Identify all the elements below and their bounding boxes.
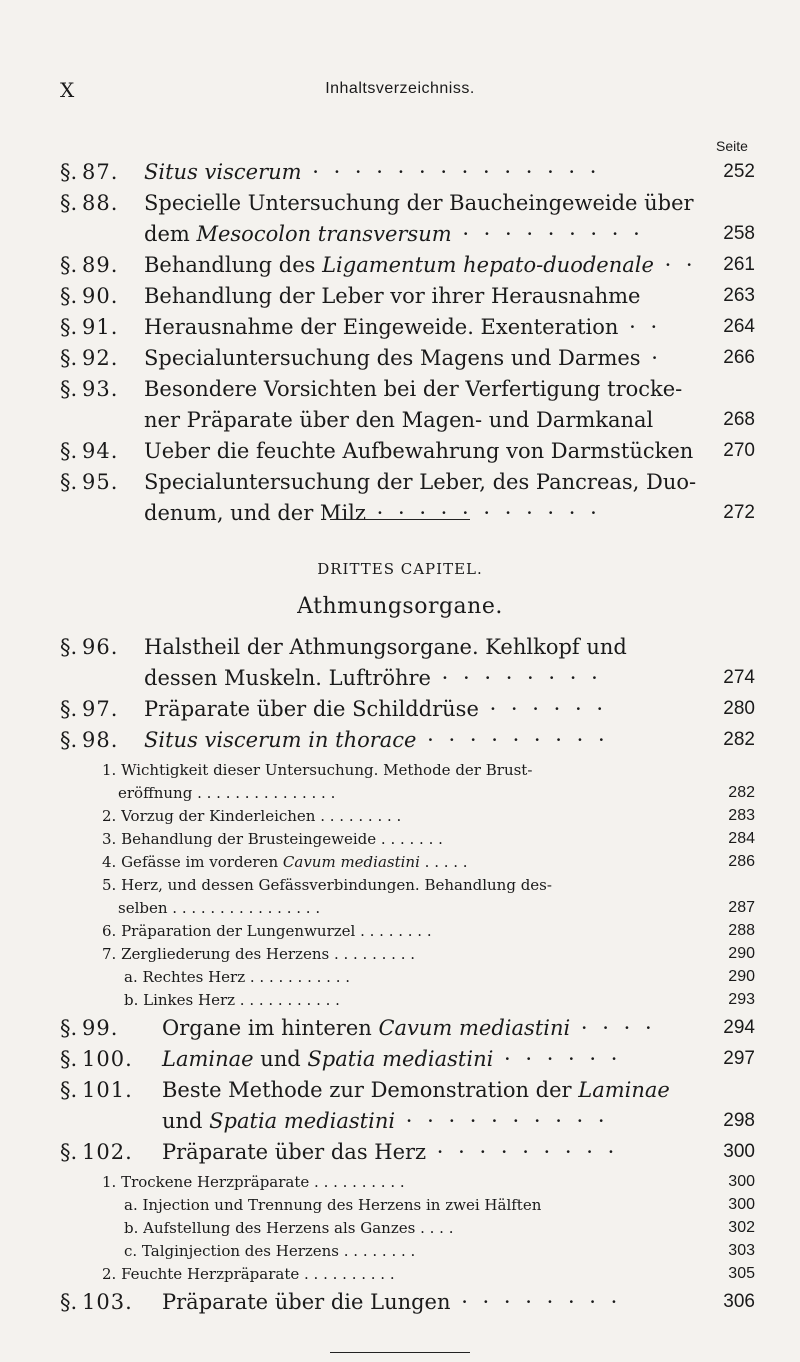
sub-page-number: 305 (728, 1265, 755, 1282)
sub-entry: 5. Herz, und dessen Gefässverbindungen. Behandlung des- (102, 876, 552, 894)
section-number: 102. (82, 1140, 133, 1164)
leader-dots: · · · · · · · · (450, 1290, 622, 1314)
section-title-line: Laminae und Spatia mediastini · · · · · · (162, 1047, 622, 1071)
section-symbol: §. (60, 253, 78, 277)
section-title-line: Präparate über das Herz · · · · · · · · · (162, 1140, 619, 1164)
chapter-divider (330, 519, 470, 520)
sub-entry-continued: selben . . . . . . . . . . . . . . . . (118, 899, 321, 917)
section-symbol: §. (60, 470, 78, 494)
sub-entry: 3. Behandlung der Brusteingeweide . . . . . . . (102, 830, 443, 848)
section-number: 90. (82, 284, 119, 308)
sub-entry: 1. Wichtigkeit dieser Untersuchung. Methode der Brust- (102, 761, 533, 779)
section-symbol: §. (60, 728, 78, 752)
sub-entry: 1. Trockene Herzpräparate . . . . . . . . . . (102, 1173, 405, 1191)
sub-page-number: 290 (728, 968, 755, 985)
leader-dots: · · · · · · · · · (426, 1140, 619, 1164)
section-title-line: Beste Methode zur Demonstration der Laminae (162, 1078, 670, 1102)
leader-dots: · · · · · · · · (430, 666, 602, 690)
page-numeral: X (60, 78, 75, 102)
page-number: 268 (723, 409, 755, 430)
section-symbol: §. (60, 1047, 78, 1071)
leader-dots: · · · · · · · · · (451, 222, 644, 246)
sub-page-number: 287 (728, 899, 755, 916)
section-number: 87. (82, 160, 119, 184)
page-number: 261 (723, 254, 755, 275)
page-number: 306 (723, 1291, 755, 1312)
section-title-line: Situs viscerum · · · · · · · · · · · · · · (144, 160, 601, 184)
section-title-line: Herausnahme der Eingeweide. Exenteration · · (144, 315, 662, 339)
leader-dots: · · · · · · · · · · · · · · (301, 160, 601, 184)
section-title-line: und Spatia mediastini · · · · · · · · · · (162, 1109, 609, 1133)
section-number: 101. (82, 1078, 133, 1102)
sub-page-number: 300 (728, 1173, 755, 1190)
page-number: 294 (723, 1017, 755, 1038)
leader-dots: · (640, 346, 662, 370)
sub-page-number: 290 (728, 945, 755, 962)
section-title-line: dem Mesocolon transversum · · · · · · · · · (144, 222, 644, 246)
running-title: Inhaltsverzeichniss. (325, 80, 475, 97)
section-symbol: §. (60, 315, 78, 339)
leader-dots: · · · · · · (493, 1047, 622, 1071)
sub-page-number: 282 (728, 784, 755, 801)
sub-entry: a. Rechtes Herz . . . . . . . . . . . (124, 968, 351, 986)
section-symbol: §. (60, 697, 78, 721)
sub-page-number: 283 (728, 807, 755, 824)
page-number: 266 (723, 347, 755, 368)
page-number: 300 (723, 1141, 755, 1162)
section-number: 88. (82, 191, 119, 215)
section-symbol: §. (60, 284, 78, 308)
leader-dots: · · · · · · · · · (416, 728, 609, 752)
page-number: 297 (723, 1048, 755, 1069)
section-title-line: dessen Muskeln. Luftröhre · · · · · · · · (144, 666, 602, 690)
page-number: 263 (723, 285, 755, 306)
page-number: 274 (723, 667, 755, 688)
section-title-line: Specielle Untersuchung der Baucheingeweide über (144, 191, 694, 215)
section-number: 89. (82, 253, 119, 277)
sub-entry: b. Aufstellung des Herzens als Ganzes . . . . (124, 1219, 454, 1237)
section-symbol: §. (60, 160, 78, 184)
section-title-line: Ueber die feuchte Aufbewahrung von Darmstücken (144, 439, 694, 463)
page-number: 272 (723, 502, 755, 523)
section-number: 95. (82, 470, 119, 494)
section-number: 100. (82, 1047, 133, 1071)
sub-page-number: 302 (728, 1219, 755, 1236)
section-symbol: §. (60, 1140, 78, 1164)
sub-page-number: 300 (728, 1196, 755, 1213)
sub-entry: a. Injection und Trennung des Herzens in zwei Hälften (124, 1196, 542, 1214)
page-number: 270 (723, 440, 755, 461)
section-title-line: Specialuntersuchung der Leber, des Pancreas, Duo- (144, 470, 697, 494)
section-title-line: Präparate über die Lungen · · · · · · · · (162, 1290, 622, 1314)
sub-page-number: 286 (728, 853, 755, 870)
page-number: 252 (723, 161, 755, 182)
sub-entry: 4. Gefässe im vorderen Cavum mediastini . . . . . (102, 853, 468, 871)
section-number: 93. (82, 377, 119, 401)
sub-entry: b. Linkes Herz . . . . . . . . . . . (124, 991, 340, 1009)
leader-dots: · · (618, 315, 662, 339)
section-number: 94. (82, 439, 119, 463)
section-title-line: Behandlung des Ligamentum hepato-duodenale · · (144, 253, 697, 277)
sub-entry: c. Talginjection des Herzens . . . . . . . . (124, 1242, 416, 1260)
chapter-label: DRITTES CAPITEL. (317, 560, 483, 578)
section-symbol: §. (60, 1290, 78, 1314)
section-symbol: §. (60, 635, 78, 659)
section-symbol: §. (60, 1016, 78, 1040)
section-symbol: §. (60, 439, 78, 463)
sub-page-number: 303 (728, 1242, 755, 1259)
section-symbol: §. (60, 377, 78, 401)
section-symbol: §. (60, 191, 78, 215)
section-title-line: Präparate über die Schilddrüse · · · · · · (144, 697, 607, 721)
sub-entry-continued: eröffnung . . . . . . . . . . . . . . . (118, 784, 336, 802)
sub-page-number: 284 (728, 830, 755, 847)
section-title-line: Organe im hinteren Cavum mediastini · · · · (162, 1016, 656, 1040)
section-title-line: Behandlung der Leber vor ihrer Herausnahme (144, 284, 641, 308)
sub-page-number: 293 (728, 991, 755, 1008)
leader-dots: · · · · · · · · · · · (365, 501, 601, 525)
section-title-line: Specialuntersuchung des Magens und Darmes · (144, 346, 662, 370)
page-number: 264 (723, 316, 755, 337)
page-number: 282 (723, 729, 755, 750)
sub-entry: 7. Zergliederung des Herzens . . . . . . . . . (102, 945, 416, 963)
section-symbol: §. (60, 1078, 78, 1102)
leader-dots: · · (653, 253, 697, 277)
leader-dots: · · · · (570, 1016, 656, 1040)
sub-entry: 2. Feuchte Herzpräparate . . . . . . . . . . (102, 1265, 395, 1283)
bottom-rule (330, 1352, 470, 1353)
sub-page-number: 288 (728, 922, 755, 939)
section-number: 97. (82, 697, 119, 721)
leader-dots: · · · · · · (478, 697, 607, 721)
section-number: 98. (82, 728, 119, 752)
chapter-title: Athmungsorgane. (297, 594, 503, 619)
sub-entry: 2. Vorzug der Kinderleichen . . . . . . . . . (102, 807, 402, 825)
section-number: 96. (82, 635, 119, 659)
page-number: 280 (723, 698, 755, 719)
sub-entry: 6. Präparation der Lungenwurzel . . . . . . . . (102, 922, 432, 940)
leader-dots: · · · · · · · · · · (395, 1109, 609, 1133)
section-number: 92. (82, 346, 119, 370)
section-title-line: Halstheil der Athmungsorgane. Kehlkopf und (144, 635, 627, 659)
section-title-line: ner Präparate über den Magen- und Darmkanal (144, 408, 654, 432)
page-number: 258 (723, 223, 755, 244)
section-number: 103. (82, 1290, 133, 1314)
section-title-line: Situs viscerum in thorace · · · · · · · · · (144, 728, 609, 752)
section-title-line: denum, und der Milz · · · · · · · · · · · (144, 501, 601, 525)
section-symbol: §. (60, 346, 78, 370)
seite-label: Seite (716, 138, 748, 154)
section-number: 99. (82, 1016, 119, 1040)
section-number: 91. (82, 315, 119, 339)
page-number: 298 (723, 1110, 755, 1131)
section-title-line: Besondere Vorsichten bei der Verfertigung trocke- (144, 377, 683, 401)
